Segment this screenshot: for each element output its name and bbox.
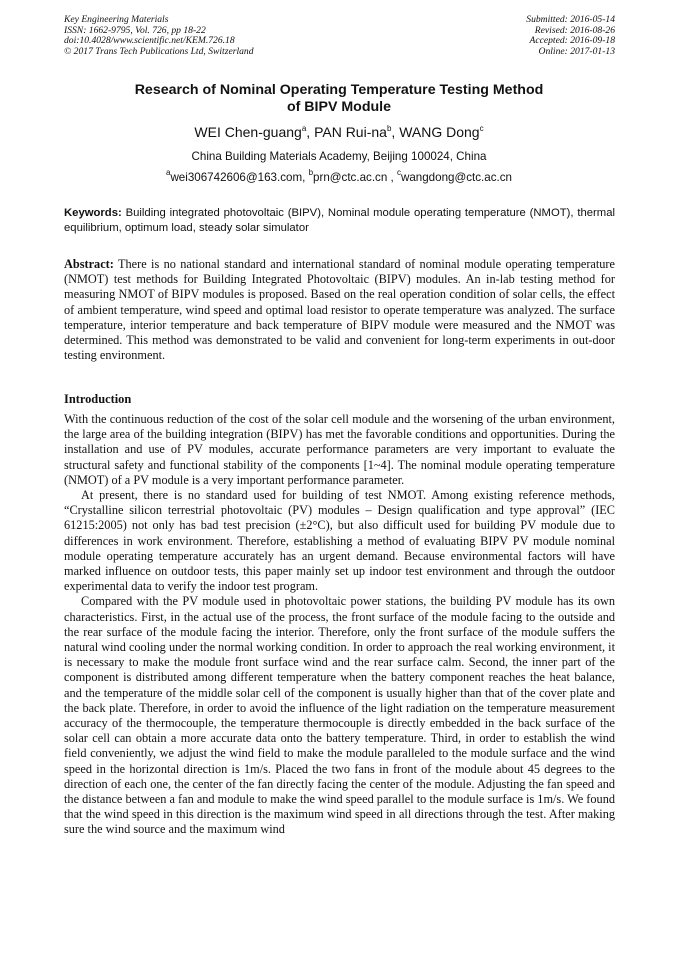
author-name: WEI Chen-guang	[194, 124, 302, 140]
journal-info	[64, 15, 254, 57]
email-list	[60, 170, 618, 185]
introduction-body	[64, 412, 615, 838]
email-address[interactable]: wei306742606@163.com	[170, 171, 303, 184]
author-list	[60, 123, 618, 141]
email-address[interactable]: wangdong@ctc.ac.cn	[400, 171, 512, 184]
email-address[interactable]: prn@ctc.ac.cn	[313, 171, 388, 184]
author-separator: ,	[391, 124, 400, 140]
author-separator: ,	[306, 124, 315, 140]
doi-line: doi:10.4028/www.scientific.net/KEM.726.18	[64, 35, 235, 47]
journal-name: Key Engineering Materials	[64, 14, 169, 25]
title-line-2: of BIPV Module	[286, 99, 392, 115]
submitted-date: Submitted: 2016-05-14	[526, 14, 615, 25]
abstract-section	[64, 257, 615, 363]
email-marker: b	[308, 168, 314, 177]
paragraph: Compared with the PV module used in photovoltaic power stations, the building PV module has its own characteristics. First, in the actual use of the process, the front surface of the module facing to the outside and the rear surface of the module facing the interior. Therefore, only the front surface of the module suffers the natural wind cooling under the normal working condition. In order to approach the real working environment, it is necessary to make the module front surface wind and the rear surface calm. Second, the inner part of the component is distributed among different temperature when the battery component reaches the heat balance, and the temperature of the middle solar cell of the component is usually higher than that of the cover plate and the back plate. Therefore, in order to avoid the influence of the light radiation on the temperature measurement accuracy of the thermocouple, the temperature thermocouple is directly embedded in the back surface of the solar cell can obtain a more accurate data onto the battery temperature. Third, in order to establish the wind field conveniently, we adjust the wind field to make the module paralleled to the module surface and the wind speed in the horizontal direction is 1m/s. Placed the two fans in front of the module about 45 degrees to the direction of each one, the center of the fan directly facing the center of the module. Adjusting the fan speed and the distance between a fan and module to make the wind speed parallel to the module surface is 1m/s. We found that the wind speed in this direction is the maximum wind speed in all directions through the test. After making sure the wind source and the maximum wind	[64, 594, 615, 837]
section-heading: Introduction	[64, 392, 132, 406]
paragraph: At present, there is no standard used for building of test NMOT. Among existing reference methods, “Crystalline silicon terrestrial photovoltaic (PV) modules – Design qualification and type approval” (IEC 61215:2005) not only has bad test precision (±2°C), but also difficult used for building PV module due to differences in work environment. Therefore, establishing a method of evaluating BIPV PV module nominal module operating temperature accurately has an urgent demand. Because environmental factors will have marked influence on outdoor tests, this paper mainly set up indoor test environment and through the outdoor experimental data to verify the indoor test program.	[64, 488, 615, 594]
email-marker: c	[396, 168, 401, 177]
keywords-text: Building integrated photovoltaic (BIPV), Nominal module operating temperature (NMOT), thermal equilibrium, optimum load, steady solar simulator	[64, 207, 616, 235]
author-marker: c	[479, 124, 484, 133]
paragraph: With the continuous reduction of the cost of the solar cell module and the worsening of the urban environment, the large area of the building integration (BIPV) has met the favorable conditions and opportunities. During the installation and use of PV modules, accurate performance parameters are very important to evaluate the structural safety and functional stability of the components [1~4]. The nominal module operating temperature (NMOT) of a PV module is a very important performance parameter.	[64, 412, 615, 487]
online-date: Online: 2017-01-13	[538, 45, 615, 57]
author-name: PAN Rui-na	[314, 124, 387, 140]
abstract-label: Abstract:	[64, 257, 114, 271]
affiliation: China Building Materials Academy, Beijing 100024, China	[191, 150, 487, 163]
email-separator: ,	[302, 171, 309, 184]
author-marker: a	[301, 124, 307, 133]
email-separator: ,	[387, 171, 397, 184]
issn-line: ISSN: 1662-9795, Vol. 726, pp 18-22	[64, 24, 206, 36]
copyright-line: © 2017 Trans Tech Publications Ltd, Switzerland	[64, 45, 254, 57]
title-line-1: Research of Nominal Operating Temperature Testing Method	[134, 82, 544, 98]
paper-title	[60, 82, 618, 116]
publication-dates	[526, 15, 615, 57]
keywords-label: Keywords:	[64, 207, 122, 219]
abstract-text: There is no national standard and international standard of nominal module operating temperature (NMOT) test methods for Building Integrated Photovoltaic (BIPV) modules. An in-lab testing method for measuring NMOT of BIPV modules is proposed. Based on the real operation condition of solar cells, the effect of ambient temperature, wind speed and optimal load resistor to operate temperature was analyzed. The surface temperature, interior temperature and back temperature of BIPV module were measured and the NMOT was determined. This method was demonstrated to be valid and convenient for long-term experiments in out-door testing environment.	[64, 257, 615, 363]
author-marker: b	[386, 124, 392, 133]
revised-date: Revised: 2016-08-26	[534, 24, 615, 36]
author-name: WANG Dong	[399, 124, 480, 140]
keywords-section	[64, 206, 615, 236]
accepted-date: Accepted: 2016-09-18	[529, 35, 615, 47]
email-marker: a	[165, 168, 171, 177]
